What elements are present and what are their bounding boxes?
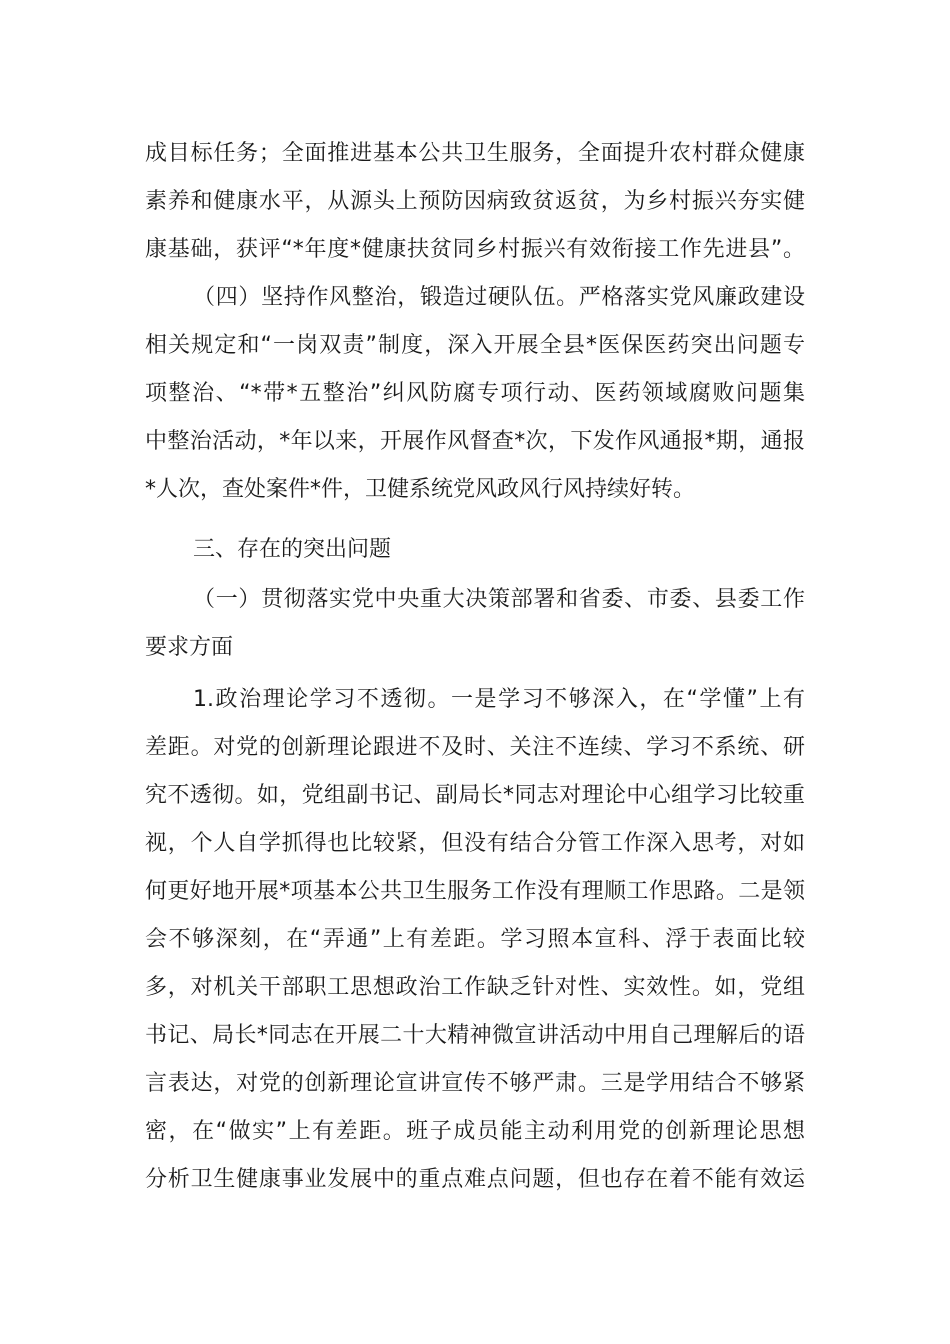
body-text-line: 中整治活动，*年以来，开展作风督查*次，下发作风通报*期，通报 [145, 429, 805, 454]
body-text-line: 言表达，对党的创新理论宣讲宣传不够严肃。三是学用结合不够紧 [145, 1071, 805, 1096]
body-text-line: 会不够深刻，在“弄通”上有差距。学习照本宣科、浮于表面比较 [145, 927, 805, 952]
body-text-line: 成目标任务；全面推进基本公共卫生服务，全面提升农村群众健康 [145, 141, 805, 166]
body-text-line: 康基础，获评“*年度*健康扶贫同乡村振兴有效衔接工作先进县”。 [145, 237, 805, 262]
body-text-line: 素养和健康水平，从源头上预防因病致贫返贫，为乡村振兴夯实健 [145, 189, 805, 214]
body-text-line: 何更好地开展*项基本公共卫生服务工作没有理顺工作思路。二是领 [145, 879, 805, 904]
body-text-line: 书记、局长*同志在开展二十大精神微宣讲活动中用自己理解后的语 [145, 1023, 805, 1048]
body-text-line: 项整治、“*带*五整治”纠风防腐专项行动、医药领域腐败问题集 [145, 381, 805, 406]
section-heading-line: （四）坚持作风整治，锻造过硬队伍。严格落实党风廉政建设 [193, 285, 805, 310]
body-text-line: 多，对机关干部职工思想政治工作缺乏针对性、实效性。如，党组 [145, 975, 805, 1000]
body-text-line: 分析卫生健康事业发展中的重点难点问题，但也存在着不能有效运 [145, 1167, 805, 1192]
body-text-line: 差距。对党的创新理论跟进不及时、关注不连续、学习不系统、研 [145, 735, 805, 760]
body-text-line: *人次，查处案件*件，卫健系统党风政风行风持续好转。 [145, 477, 696, 502]
body-text-line: 相关规定和“一岗双责”制度，深入开展全县*医保医药突出问题专 [145, 333, 805, 358]
body-text-line: 视，个人自学抓得也比较紧，但没有结合分管工作深入思考，对如 [145, 831, 805, 856]
section-heading-line: 要求方面 [145, 635, 234, 660]
body-text-line: 究不透彻。如，党组副书记、副局长*同志对理论中心组学习比较重 [145, 783, 805, 808]
body-text-line: 密，在“做实”上有差距。班子成员能主动利用党的创新理论思想 [145, 1119, 805, 1144]
body-text-line: 1.政治理论学习不透彻。一是学习不够深入，在“学懂”上有 [193, 687, 805, 712]
chapter-heading: 三、存在的突出问题 [193, 537, 392, 562]
section-heading-line: （一）贯彻落实党中央重大决策部署和省委、市委、县委工作 [193, 587, 805, 612]
